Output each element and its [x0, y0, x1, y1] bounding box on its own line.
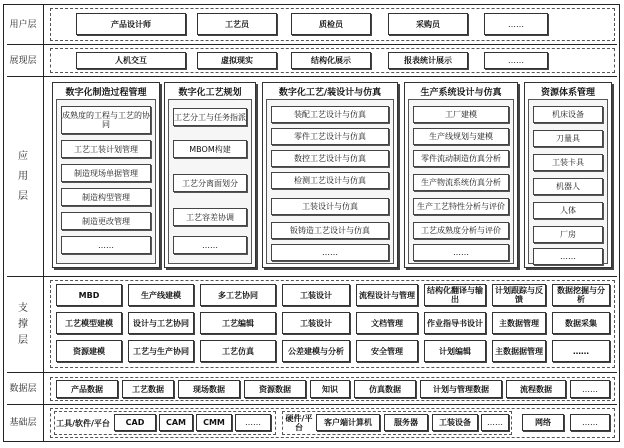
label-divider	[43, 5, 44, 441]
support-item: 安全管理	[356, 340, 418, 362]
support-item: 工装设计	[282, 284, 350, 306]
process-item: 工艺工装计划管理	[61, 140, 151, 158]
data-site: 现场数据	[178, 380, 240, 398]
planning-item: 工艺分工与任务指派	[173, 108, 247, 126]
display-more: ……	[484, 52, 548, 69]
support-item: 计划编辑	[424, 340, 486, 362]
planning-item: 工艺容差协调	[173, 208, 247, 226]
user-inspector: 质检员	[291, 13, 371, 35]
tooling-item: 零件工艺设计与仿真	[271, 128, 389, 145]
label-base-layer: 基础层	[9, 417, 37, 428]
user-purchaser: 采购员	[388, 13, 468, 35]
app-col-resources	[524, 82, 612, 268]
app-col-tooling-design-title: 数字化工艺/装设计与仿真	[278, 88, 382, 98]
display-vr: 虚拟现实	[197, 52, 277, 69]
hardware-label: 硬件/平台	[285, 414, 313, 432]
separator-application	[7, 276, 617, 277]
process-item: 成熟度的工程与工艺的协同	[61, 106, 151, 134]
tool-more: ……	[235, 414, 271, 431]
base-more: ……	[570, 414, 610, 431]
support-item: 生产线建模	[128, 284, 194, 306]
support-item: 主数据管理	[492, 312, 546, 334]
separator-data	[7, 404, 617, 405]
app-col-resources-title: 资源体系管理	[540, 88, 595, 98]
app-col-production-sim-inner	[408, 99, 514, 264]
planning-item: ……	[173, 236, 247, 254]
production-item: 生产物流系统仿真分析	[413, 174, 509, 191]
process-item: ……	[61, 236, 151, 254]
data-more: ……	[570, 380, 610, 398]
app-col-process-planning	[164, 82, 256, 268]
app-col-tooling-design-inner	[266, 99, 394, 264]
label-application-layer: 应 用 层	[18, 151, 28, 202]
tool-cad: CAD	[114, 414, 156, 431]
hw-equipment: 工装设备	[432, 414, 478, 431]
app-col-tooling-design	[262, 82, 398, 268]
app-col-production-sim	[404, 82, 518, 268]
tool-cmm: CMM	[196, 414, 232, 431]
label-display-layer: 展现层	[9, 55, 37, 66]
label-data-layer: 数据层	[9, 383, 37, 394]
display-report: 报表统计展示	[388, 52, 468, 69]
data-workflow: 流程数据	[506, 380, 566, 398]
production-item: ……	[413, 244, 509, 261]
support-item: 工艺模型建模	[56, 312, 122, 334]
app-col-process-planning-inner	[168, 99, 252, 264]
process-item: 制造现场单据管理	[61, 164, 151, 182]
data-resource: 资源数据	[244, 380, 306, 398]
production-item: 生产线规划与建模	[413, 128, 509, 145]
support-item: 数据采集	[552, 312, 610, 334]
resource-item: 人体	[533, 202, 603, 219]
support-item: 数据挖掘与分析	[552, 284, 610, 306]
resource-item: 厂房	[533, 226, 603, 243]
support-item: 工艺与生产协同	[128, 340, 194, 362]
resource-item: ……	[533, 248, 603, 265]
support-item: 工艺编辑	[200, 312, 276, 334]
display-hci: 人机交互	[76, 52, 186, 69]
production-item: 工厂建模	[413, 106, 509, 123]
support-item: 作业指导书设计	[424, 312, 486, 334]
separator-user	[7, 44, 617, 45]
support-item: ……	[552, 340, 610, 362]
separator-support	[7, 372, 617, 373]
tooling-item: 钣铸造工艺设计与仿真	[271, 222, 389, 239]
label-support-layer: 支 撑 层	[18, 303, 28, 346]
support-item: 主数据据管理	[492, 340, 546, 362]
support-item: 资源建模	[56, 340, 122, 362]
production-item: 工艺成熟度分析与评价	[413, 222, 509, 239]
hw-server: 服务器	[384, 414, 428, 431]
user-process-engineer: 工艺员	[197, 13, 277, 35]
support-item: 工艺仿真	[200, 340, 276, 362]
process-item: 制造更改管理	[61, 212, 151, 230]
support-item: 工装设计	[282, 312, 350, 334]
production-item: 零件流动制造仿真分析	[413, 150, 509, 167]
label-user-layer: 用户层	[9, 19, 37, 30]
tooling-item: 检测工艺设计与仿真	[271, 172, 389, 189]
support-item: MBD	[56, 284, 122, 306]
app-col-process-planning-title: 数字化工艺规划	[178, 88, 242, 98]
planning-item: 工艺分离面划分	[173, 174, 247, 192]
app-col-production-sim-title: 生产系统设计与仿真	[420, 88, 502, 98]
user-more: ……	[484, 13, 548, 35]
separator-display	[7, 76, 617, 77]
app-col-process-mgmt-title: 数字化制造过程管理	[65, 88, 147, 98]
resource-item: 刀量具	[533, 130, 603, 147]
production-item: 生产工艺特性分析与评价	[413, 198, 509, 215]
tooling-item: 装配工艺设计与仿真	[271, 106, 389, 123]
data-simulation: 仿真数据	[354, 380, 416, 398]
resource-item: 机器人	[533, 178, 603, 195]
tool-cam: CAM	[159, 414, 193, 431]
base-network: 网络	[522, 414, 564, 431]
process-item: 制造构型管理	[61, 188, 151, 206]
data-plan-mgmt: 计划与管理数据	[420, 380, 502, 398]
app-col-process-mgmt	[52, 82, 160, 268]
resource-item: 工装卡具	[533, 154, 603, 171]
data-process: 工艺数据	[122, 380, 174, 398]
app-col-process-mgmt-inner	[56, 99, 156, 264]
display-structured: 结构化展示	[291, 52, 371, 69]
tools-label: 工具/软件/平台	[56, 418, 110, 428]
hw-client: 客户端计算机	[316, 414, 380, 431]
tooling-item: 工装设计与仿真	[271, 198, 389, 215]
support-item: 多工艺协同	[200, 284, 276, 306]
resource-item: 机床设备	[533, 106, 603, 123]
data-knowledge: 知识	[310, 380, 350, 398]
support-item: 结构化翻译与输出	[424, 284, 486, 306]
data-product: 产品数据	[56, 380, 118, 398]
support-item: 文档管理	[356, 312, 418, 334]
tooling-item: ……	[271, 244, 389, 261]
tooling-item: 数控工艺设计与仿真	[271, 150, 389, 167]
planning-item: MBOM构建	[173, 140, 247, 158]
app-col-resources-inner	[528, 99, 608, 264]
support-item: 设计与工艺协同	[128, 312, 194, 334]
user-product-designer: 产品设计师	[76, 13, 186, 35]
support-item: 计划跟踪与反馈	[492, 284, 546, 306]
support-item: 公差建模与分析	[282, 340, 350, 362]
support-item: 流程设计与管理	[356, 284, 418, 306]
hw-more: ……	[481, 414, 509, 431]
